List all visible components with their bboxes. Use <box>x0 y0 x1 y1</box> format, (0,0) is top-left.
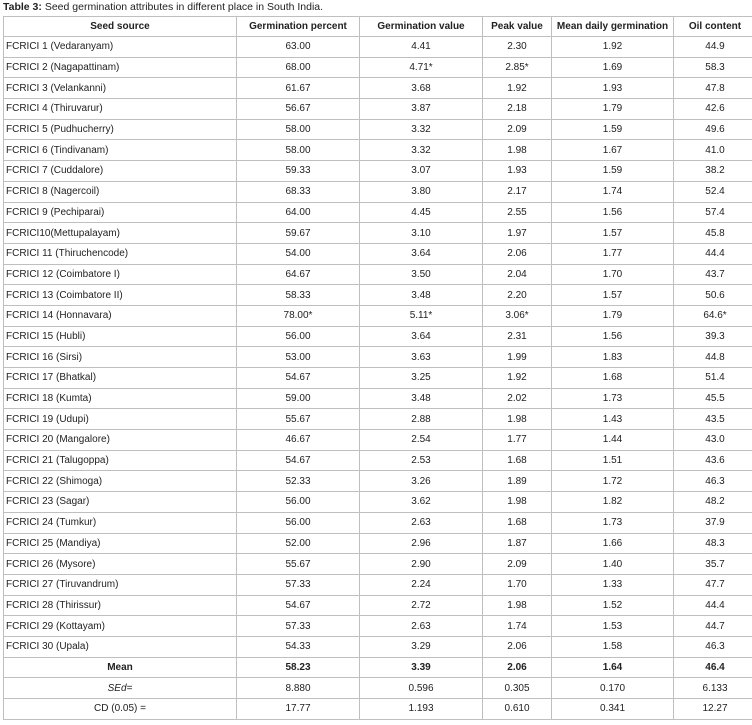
cell-germination-percent: 55.67 <box>237 409 360 430</box>
cell-germination-percent: 53.00 <box>237 347 360 368</box>
mean-row-oil-content: 46.4 <box>674 657 752 678</box>
cell-seed-source: FCRICI 20 (Mangalore) <box>4 430 237 451</box>
cell-mean-daily-germination: 1.56 <box>552 326 674 347</box>
cell-germination-value: 2.72 <box>360 595 483 616</box>
cell-oil-content: 43.6 <box>674 450 752 471</box>
cell-seed-source: FCRICI 9 (Pechiparai) <box>4 202 237 223</box>
cell-peak-value: 1.97 <box>483 223 552 244</box>
cell-germination-value: 3.64 <box>360 243 483 264</box>
sed-row-mean-daily-germination: 0.170 <box>552 678 674 699</box>
cell-oil-content: 51.4 <box>674 368 752 389</box>
sed-row <box>4 678 752 699</box>
cell-peak-value: 1.92 <box>483 78 552 99</box>
cell-germination-percent: 52.00 <box>237 533 360 554</box>
table-row <box>4 492 752 513</box>
cell-germination-percent: 61.67 <box>237 78 360 99</box>
cell-germination-percent: 78.00* <box>237 305 360 326</box>
cell-oil-content: 44.8 <box>674 347 752 368</box>
cell-peak-value: 1.98 <box>483 140 552 161</box>
header-oil-content: Oil content <box>674 17 752 37</box>
cell-germination-percent: 54.33 <box>237 636 360 657</box>
cell-oil-content: 46.3 <box>674 636 752 657</box>
table-row <box>4 78 752 99</box>
caption-label: Table 3: <box>3 1 42 13</box>
header-germination-percent: Germination percent <box>237 17 360 37</box>
cell-peak-value: 1.68 <box>483 450 552 471</box>
cell-mean-daily-germination: 1.67 <box>552 140 674 161</box>
cell-peak-value: 2.55 <box>483 202 552 223</box>
table-caption <box>3 1 323 13</box>
table-row <box>4 574 752 595</box>
cell-germination-value: 3.29 <box>360 636 483 657</box>
cell-oil-content: 37.9 <box>674 512 752 533</box>
mean-row-label: Mean <box>4 657 237 678</box>
cell-oil-content: 45.8 <box>674 223 752 244</box>
cell-seed-source: FCRICI 21 (Talugoppa) <box>4 450 237 471</box>
mean-row-peak-value: 2.06 <box>483 657 552 678</box>
table-row <box>4 554 752 575</box>
cell-germination-value: 3.68 <box>360 78 483 99</box>
cell-germination-percent: 54.67 <box>237 450 360 471</box>
cell-peak-value: 2.31 <box>483 326 552 347</box>
cell-seed-source: FCRICI 6 (Tindivanam) <box>4 140 237 161</box>
cell-peak-value: 1.99 <box>483 347 552 368</box>
cell-peak-value: 2.09 <box>483 554 552 575</box>
sed-row-label: SEd= <box>4 678 237 699</box>
cell-seed-source: FCRICI 1 (Vedaranyam) <box>4 37 237 58</box>
cell-germination-value: 3.63 <box>360 347 483 368</box>
cell-germination-percent: 54.67 <box>237 368 360 389</box>
cell-mean-daily-germination: 1.79 <box>552 305 674 326</box>
cell-seed-source: FCRICI 5 (Pudhucherry) <box>4 119 237 140</box>
cell-oil-content: 39.3 <box>674 326 752 347</box>
cell-germination-percent: 58.00 <box>237 119 360 140</box>
cell-mean-daily-germination: 1.83 <box>552 347 674 368</box>
sed-row-peak-value: 0.305 <box>483 678 552 699</box>
cd-row <box>4 699 752 720</box>
cell-mean-daily-germination: 1.82 <box>552 492 674 513</box>
cell-mean-daily-germination: 1.73 <box>552 388 674 409</box>
cell-oil-content: 47.7 <box>674 574 752 595</box>
cell-peak-value: 2.06 <box>483 243 552 264</box>
cell-seed-source: FCRICI 11 (Thiruchencode) <box>4 243 237 264</box>
cell-germination-percent: 63.00 <box>237 37 360 58</box>
cell-seed-source: FCRICI 23 (Sagar) <box>4 492 237 513</box>
table-row <box>4 471 752 492</box>
table-row <box>4 326 752 347</box>
cell-germination-percent: 64.00 <box>237 202 360 223</box>
cell-germination-value: 2.24 <box>360 574 483 595</box>
cell-germination-value: 3.32 <box>360 140 483 161</box>
cell-germination-percent: 54.00 <box>237 243 360 264</box>
sed-row-germination-value: 0.596 <box>360 678 483 699</box>
cell-oil-content: 44.7 <box>674 616 752 637</box>
cell-peak-value: 2.30 <box>483 37 552 58</box>
table-row <box>4 450 752 471</box>
table-row <box>4 347 752 368</box>
cell-peak-value: 2.04 <box>483 264 552 285</box>
cell-germination-value: 4.71* <box>360 57 483 78</box>
table-row <box>4 264 752 285</box>
cell-oil-content: 38.2 <box>674 161 752 182</box>
table-row <box>4 305 752 326</box>
cell-germination-value: 3.50 <box>360 264 483 285</box>
cell-oil-content: 44.4 <box>674 243 752 264</box>
table-row <box>4 243 752 264</box>
cell-oil-content: 64.6* <box>674 305 752 326</box>
header-peak-value: Peak value <box>483 17 552 37</box>
cell-germination-value: 2.54 <box>360 430 483 451</box>
germination-table <box>3 16 752 720</box>
cell-germination-percent: 56.00 <box>237 326 360 347</box>
cell-peak-value: 2.18 <box>483 99 552 120</box>
cell-seed-source: FCRICI 16 (Sirsi) <box>4 347 237 368</box>
cell-peak-value: 2.20 <box>483 285 552 306</box>
cell-germination-percent: 59.33 <box>237 161 360 182</box>
cell-seed-source: FCRICI 19 (Udupi) <box>4 409 237 430</box>
mean-row-germination-percent: 58.23 <box>237 657 360 678</box>
cell-peak-value: 2.02 <box>483 388 552 409</box>
cell-seed-source: FCRICI 2 (Nagapattinam) <box>4 57 237 78</box>
mean-row-germination-value: 3.39 <box>360 657 483 678</box>
cell-germination-percent: 58.00 <box>237 140 360 161</box>
cell-germination-percent: 56.67 <box>237 99 360 120</box>
cell-mean-daily-germination: 1.57 <box>552 285 674 306</box>
table-row <box>4 595 752 616</box>
cell-mean-daily-germination: 1.53 <box>552 616 674 637</box>
cell-oil-content: 57.4 <box>674 202 752 223</box>
cell-mean-daily-germination: 1.58 <box>552 636 674 657</box>
cell-oil-content: 35.7 <box>674 554 752 575</box>
cell-germination-value: 3.32 <box>360 119 483 140</box>
cell-oil-content: 43.0 <box>674 430 752 451</box>
cell-peak-value: 1.70 <box>483 574 552 595</box>
table-row <box>4 616 752 637</box>
cell-germination-value: 4.45 <box>360 202 483 223</box>
cell-germination-percent: 68.33 <box>237 181 360 202</box>
cell-germination-value: 3.87 <box>360 99 483 120</box>
cell-seed-source: FCRICI 25 (Mandiya) <box>4 533 237 554</box>
cell-oil-content: 52.4 <box>674 181 752 202</box>
cell-seed-source: FCRICI 27 (Tiruvandrum) <box>4 574 237 595</box>
header-seed-source: Seed source <box>4 17 237 37</box>
cell-germination-percent: 52.33 <box>237 471 360 492</box>
cell-peak-value: 1.87 <box>483 533 552 554</box>
cell-seed-source: FCRICI 3 (Velankanni) <box>4 78 237 99</box>
cell-peak-value: 1.98 <box>483 492 552 513</box>
table-row <box>4 202 752 223</box>
cell-mean-daily-germination: 1.74 <box>552 181 674 202</box>
cell-germination-percent: 59.67 <box>237 223 360 244</box>
cell-mean-daily-germination: 1.57 <box>552 223 674 244</box>
cell-germination-value: 2.90 <box>360 554 483 575</box>
cell-peak-value: 1.77 <box>483 430 552 451</box>
sed-row-oil-content: 6.133 <box>674 678 752 699</box>
cd-row-oil-content: 12.27 <box>674 699 752 720</box>
cell-germination-value: 2.88 <box>360 409 483 430</box>
cell-germination-value: 2.96 <box>360 533 483 554</box>
cell-oil-content: 58.3 <box>674 57 752 78</box>
cell-mean-daily-germination: 1.72 <box>552 471 674 492</box>
cd-row-germination-value: 1.193 <box>360 699 483 720</box>
table-row <box>4 119 752 140</box>
cell-mean-daily-germination: 1.93 <box>552 78 674 99</box>
cell-seed-source: FCRICI 8 (Nagercoil) <box>4 181 237 202</box>
cell-seed-source: FCRICI 29 (Kottayam) <box>4 616 237 637</box>
table-row <box>4 161 752 182</box>
caption-text: Seed germination attributes in different place in South India. <box>41 1 324 13</box>
cell-mean-daily-germination: 1.43 <box>552 409 674 430</box>
cell-oil-content: 42.6 <box>674 99 752 120</box>
cell-oil-content: 43.5 <box>674 409 752 430</box>
cell-mean-daily-germination: 1.92 <box>552 37 674 58</box>
cell-seed-source: FCRICI 13 (Coimbatore II) <box>4 285 237 306</box>
cell-germination-value: 3.10 <box>360 223 483 244</box>
cell-oil-content: 49.6 <box>674 119 752 140</box>
cell-oil-content: 44.4 <box>674 595 752 616</box>
cell-germination-percent: 54.67 <box>237 595 360 616</box>
cell-oil-content: 46.3 <box>674 471 752 492</box>
cell-peak-value: 1.93 <box>483 161 552 182</box>
cell-peak-value: 1.92 <box>483 368 552 389</box>
cell-oil-content: 41.0 <box>674 140 752 161</box>
cell-seed-source: FCRICI 4 (Thiruvarur) <box>4 99 237 120</box>
cell-mean-daily-germination: 1.33 <box>552 574 674 595</box>
cell-germination-percent: 58.33 <box>237 285 360 306</box>
cell-oil-content: 50.6 <box>674 285 752 306</box>
header-germination-value: Germination value <box>360 17 483 37</box>
mean-row-mean-daily-germination: 1.64 <box>552 657 674 678</box>
cell-peak-value: 1.74 <box>483 616 552 637</box>
cell-oil-content: 48.3 <box>674 533 752 554</box>
table-row <box>4 388 752 409</box>
cell-seed-source: FCRICI 28 (Thirissur) <box>4 595 237 616</box>
cell-germination-value: 5.11* <box>360 305 483 326</box>
cell-seed-source: FCRICI 7 (Cuddalore) <box>4 161 237 182</box>
cell-germination-value: 2.63 <box>360 616 483 637</box>
cell-mean-daily-germination: 1.66 <box>552 533 674 554</box>
cell-peak-value: 2.85* <box>483 57 552 78</box>
cell-germination-percent: 68.00 <box>237 57 360 78</box>
cell-mean-daily-germination: 1.40 <box>552 554 674 575</box>
cell-seed-source: FCRICI 18 (Kumta) <box>4 388 237 409</box>
cell-mean-daily-germination: 1.59 <box>552 161 674 182</box>
cell-seed-source: FCRICI 30 (Upala) <box>4 636 237 657</box>
cell-oil-content: 44.9 <box>674 37 752 58</box>
cell-germination-value: 4.41 <box>360 37 483 58</box>
cd-row-peak-value: 0.610 <box>483 699 552 720</box>
cd-row-germination-percent: 17.77 <box>237 699 360 720</box>
cell-oil-content: 43.7 <box>674 264 752 285</box>
cell-oil-content: 48.2 <box>674 492 752 513</box>
cell-germination-value: 3.26 <box>360 471 483 492</box>
table-row <box>4 430 752 451</box>
cell-seed-source: FCRICI 22 (Shimoga) <box>4 471 237 492</box>
table-row <box>4 37 752 58</box>
cell-germination-value: 2.63 <box>360 512 483 533</box>
cell-mean-daily-germination: 1.69 <box>552 57 674 78</box>
cell-seed-source: FCRICI 26 (Mysore) <box>4 554 237 575</box>
cell-germination-percent: 57.33 <box>237 616 360 637</box>
table-row <box>4 368 752 389</box>
cell-germination-percent: 46.67 <box>237 430 360 451</box>
cell-seed-source: FCRICI 24 (Tumkur) <box>4 512 237 533</box>
table-row <box>4 140 752 161</box>
cd-row-mean-daily-germination: 0.341 <box>552 699 674 720</box>
cell-seed-source: FCRICI 14 (Honnavara) <box>4 305 237 326</box>
cell-peak-value: 1.89 <box>483 471 552 492</box>
cell-seed-source: FCRICI 12 (Coimbatore I) <box>4 264 237 285</box>
cell-mean-daily-germination: 1.68 <box>552 368 674 389</box>
cell-mean-daily-germination: 1.70 <box>552 264 674 285</box>
table-row <box>4 99 752 120</box>
cell-oil-content: 45.5 <box>674 388 752 409</box>
cell-mean-daily-germination: 1.73 <box>552 512 674 533</box>
cd-row-label: CD (0.05) = <box>4 699 237 720</box>
cell-peak-value: 2.09 <box>483 119 552 140</box>
cell-seed-source: FCRICI 15 (Hubli) <box>4 326 237 347</box>
cell-mean-daily-germination: 1.52 <box>552 595 674 616</box>
table-row <box>4 57 752 78</box>
cell-germination-percent: 57.33 <box>237 574 360 595</box>
cell-mean-daily-germination: 1.77 <box>552 243 674 264</box>
table-row <box>4 409 752 430</box>
cell-germination-value: 3.25 <box>360 368 483 389</box>
cell-mean-daily-germination: 1.59 <box>552 119 674 140</box>
cell-peak-value: 2.06 <box>483 636 552 657</box>
cell-germination-value: 3.48 <box>360 388 483 409</box>
cell-seed-source: FCRICI 17 (Bhatkal) <box>4 368 237 389</box>
cell-oil-content: 47.8 <box>674 78 752 99</box>
cell-mean-daily-germination: 1.79 <box>552 99 674 120</box>
table-row <box>4 512 752 533</box>
cell-mean-daily-germination: 1.56 <box>552 202 674 223</box>
mean-row <box>4 657 752 678</box>
cell-germination-value: 2.53 <box>360 450 483 471</box>
header-row <box>4 17 752 37</box>
cell-germination-percent: 56.00 <box>237 492 360 513</box>
sed-row-germination-percent: 8.880 <box>237 678 360 699</box>
table-row <box>4 533 752 554</box>
cell-peak-value: 1.68 <box>483 512 552 533</box>
cell-germination-value: 3.07 <box>360 161 483 182</box>
cell-germination-percent: 59.00 <box>237 388 360 409</box>
cell-peak-value: 3.06* <box>483 305 552 326</box>
table-row <box>4 223 752 244</box>
cell-peak-value: 1.98 <box>483 595 552 616</box>
cell-germination-percent: 64.67 <box>237 264 360 285</box>
cell-germination-value: 3.64 <box>360 326 483 347</box>
header-mean-daily-germination: Mean daily germination <box>552 17 674 37</box>
table-row <box>4 285 752 306</box>
cell-germination-percent: 56.00 <box>237 512 360 533</box>
table-row <box>4 636 752 657</box>
cell-germination-percent: 55.67 <box>237 554 360 575</box>
cell-germination-value: 3.80 <box>360 181 483 202</box>
table-row <box>4 181 752 202</box>
cell-peak-value: 1.98 <box>483 409 552 430</box>
cell-seed-source: FCRICI10(Mettupalayam) <box>4 223 237 244</box>
cell-mean-daily-germination: 1.51 <box>552 450 674 471</box>
cell-germination-value: 3.62 <box>360 492 483 513</box>
cell-mean-daily-germination: 1.44 <box>552 430 674 451</box>
cell-germination-value: 3.48 <box>360 285 483 306</box>
cell-peak-value: 2.17 <box>483 181 552 202</box>
